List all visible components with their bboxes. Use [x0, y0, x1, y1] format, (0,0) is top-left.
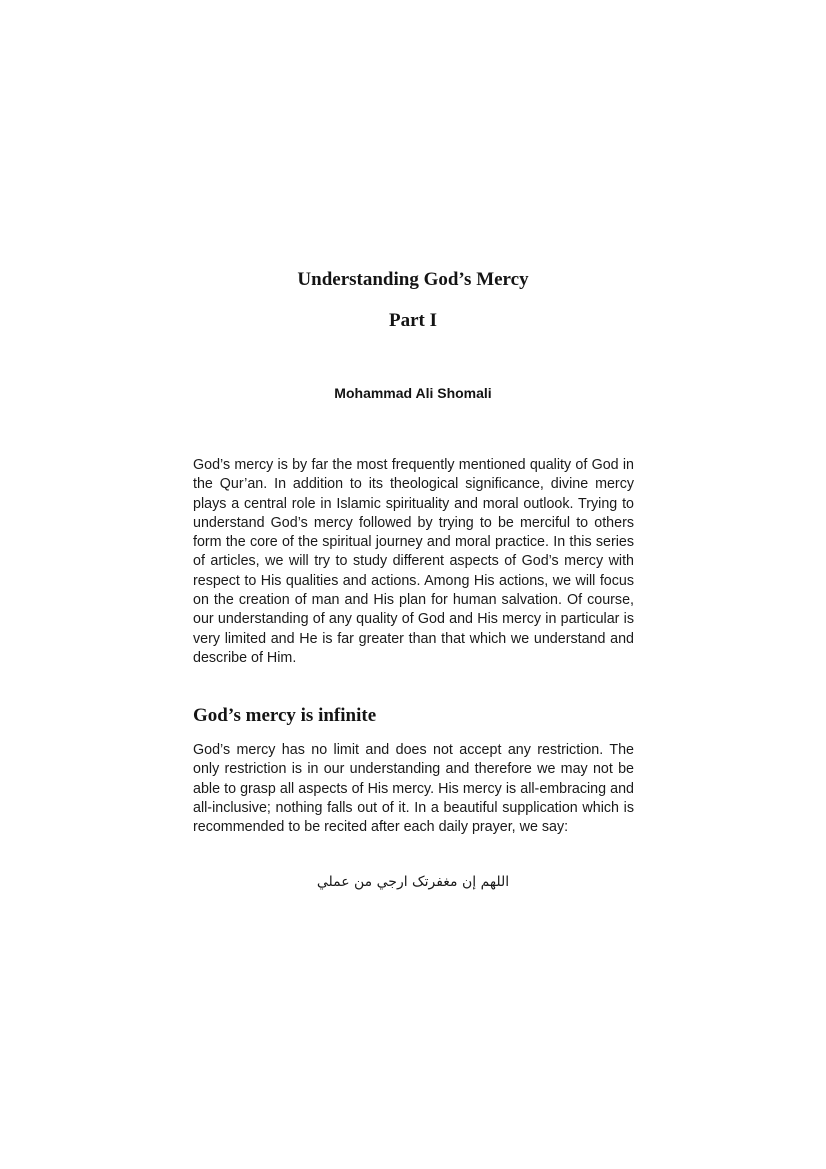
part-label: Part I [388, 310, 437, 331]
section-paragraph: God’s mercy has no limit and does not accept any restriction. The only restriction is in our understanding and therefore we may not be able to grasp all aspects of His mercy. His mercy is all-embracing and all-inclusive; nothing falls out of it. In a beautiful supplication which is recommended to be recited after each daily prayer, we say: [193, 742, 634, 836]
intro-paragraph: God’s mercy is by far the most frequently mentioned quality of God in the Qur’an. In addition to its theological significance, divine mercy plays a central role in Islamic spirituality and moral outlook. Trying to understand God’s mercy followed by trying to be merciful to others form the core of the spiritual journey and moral practice. In this series of articles, we will try to study different aspects of God’s mercy with respect to His qualities and actions. Among His actions, we will focus on the creation of man and His plan for human salvation. Of course, our understanding of any quality of God and His mercy in particular is very limited and He is far greater than that which we understand and describe of Him. [193, 457, 634, 666]
document-title: Understanding God’s Mercy [297, 269, 529, 290]
arabic-supplication: اللهم إن مغفرتک ارجي من عملي [316, 874, 510, 890]
author-name: Mohammad Ali Shomali [334, 385, 492, 401]
section-heading: God’s mercy is infinite [193, 705, 377, 726]
